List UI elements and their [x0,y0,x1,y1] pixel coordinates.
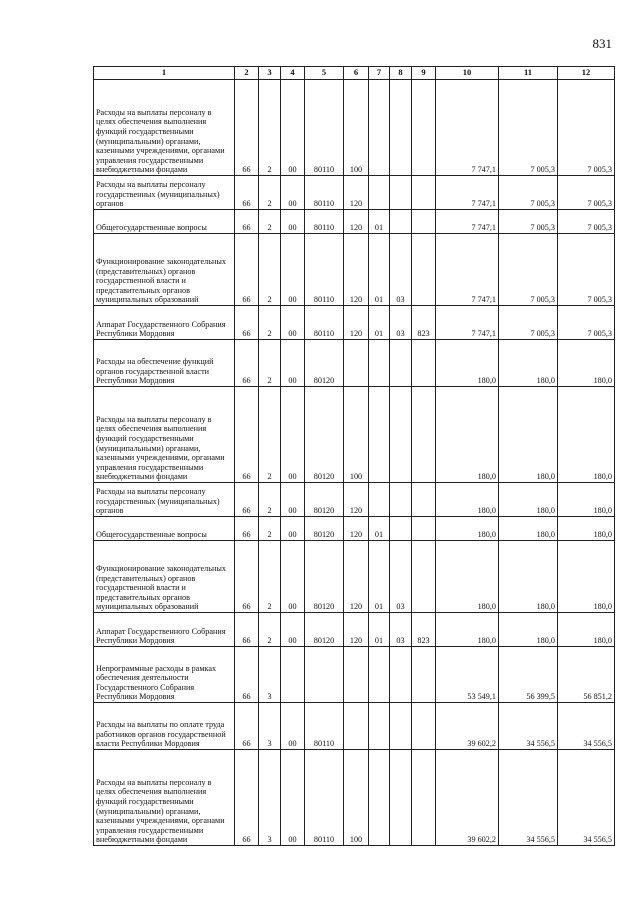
code-cell: 01 [369,613,390,647]
amount-cell: 180,0 [558,340,615,387]
code-cell: 120 [344,234,369,306]
code-cell: 823 [412,613,436,647]
code-cell [305,647,344,703]
code-cell: 66 [235,387,259,483]
code-cell: 120 [344,541,369,613]
row-description: Функционирование законодательных (представительных) органов государственной власти и представительных органов муниципальных образований [94,234,235,306]
code-cell: 03 [390,234,412,306]
amount-cell: 7 005,3 [558,234,615,306]
amount-cell: 34 556,5 [558,750,615,846]
code-cell [344,703,369,750]
column-header: 8 [390,67,412,80]
code-cell [412,647,436,703]
code-cell: 66 [235,517,259,541]
amount-cell: 180,0 [436,613,499,647]
amount-cell: 7 005,3 [499,176,558,210]
amount-cell: 53 549,1 [436,647,499,703]
code-cell: 120 [344,176,369,210]
amount-cell: 7 005,3 [558,80,615,176]
code-cell [390,80,412,176]
code-cell: 80110 [305,210,344,234]
code-cell: 80110 [305,176,344,210]
column-header: 7 [369,67,390,80]
code-cell: 00 [281,483,305,517]
code-cell: 80120 [305,387,344,483]
code-cell [390,703,412,750]
amount-cell: 7 005,3 [499,80,558,176]
column-header: 10 [436,67,499,80]
code-cell [412,483,436,517]
row-description: Аппарат Государственного Собрания Республики Мордовия [94,613,235,647]
header-row [94,67,615,80]
code-cell: 80110 [305,750,344,846]
code-cell: 66 [235,176,259,210]
table-row [94,517,615,541]
code-cell: 80120 [305,541,344,613]
column-header: 9 [412,67,436,80]
code-cell: 00 [281,541,305,613]
code-cell [344,647,369,703]
code-cell [390,483,412,517]
code-cell: 2 [259,483,281,517]
table-row [94,210,615,234]
row-description: Функционирование законодательных (представительных) органов государственной власти и представительных органов муниципальных образований [94,541,235,613]
amount-cell: 180,0 [499,483,558,517]
row-description: Расходы на выплаты персоналу государственных (муниципальных) органов [94,176,235,210]
code-cell: 80120 [305,613,344,647]
amount-cell: 7 005,3 [558,210,615,234]
code-cell: 80110 [305,703,344,750]
code-cell: 100 [344,80,369,176]
code-cell: 2 [259,541,281,613]
code-cell [369,750,390,846]
code-cell [390,647,412,703]
code-cell: 66 [235,234,259,306]
code-cell: 01 [369,517,390,541]
amount-cell: 56 851,2 [558,647,615,703]
column-header: 2 [235,67,259,80]
code-cell: 3 [259,647,281,703]
amount-cell: 7 747,1 [436,176,499,210]
code-cell: 2 [259,80,281,176]
row-description: Расходы на выплаты по оплате труда работников органов государственной власти Республики Мордовия [94,703,235,750]
column-header: 5 [305,67,344,80]
code-cell [390,176,412,210]
code-cell: 80110 [305,80,344,176]
amount-cell: 180,0 [558,541,615,613]
row-description: Непрограммные расходы в рамках обеспечения деятельности Государственного Собрания Республики Мордовия [94,647,235,703]
code-cell: 66 [235,483,259,517]
code-cell: 80110 [305,306,344,340]
code-cell: 3 [259,703,281,750]
code-cell: 00 [281,176,305,210]
code-cell: 66 [235,306,259,340]
amount-cell: 56 399,5 [499,647,558,703]
code-cell: 2 [259,306,281,340]
code-cell: 01 [369,210,390,234]
table-row [94,306,615,340]
code-cell: 00 [281,340,305,387]
amount-cell: 7 005,3 [499,306,558,340]
amount-cell: 180,0 [558,387,615,483]
table-row [94,647,615,703]
amount-cell: 7 005,3 [558,176,615,210]
code-cell: 00 [281,517,305,541]
code-cell [369,647,390,703]
code-cell: 120 [344,483,369,517]
code-cell [412,750,436,846]
code-cell: 66 [235,210,259,234]
row-description: Общегосударственные вопросы [94,210,235,234]
code-cell: 66 [235,647,259,703]
page-number: 831 [592,36,612,51]
amount-cell: 180,0 [436,340,499,387]
table-row [94,541,615,613]
code-cell: 01 [369,541,390,613]
row-description: Расходы на выплаты персоналу в целях обеспечения выполнения функций государственными (муниципальными) органами, казенными учреждениями, органами управления государственными внебюджетными фондами [94,387,235,483]
table-body [94,80,615,846]
code-cell: 00 [281,387,305,483]
row-description: Расходы на выплаты персоналу в целях обеспечения выполнения функций государственными (муниципальными) органами, казенными учреждениями, органами управления государственными внебюджетными фондами [94,80,235,176]
amount-cell: 180,0 [499,517,558,541]
amount-cell: 34 556,5 [499,703,558,750]
code-cell [412,176,436,210]
amount-cell: 180,0 [436,517,499,541]
code-cell [390,210,412,234]
code-cell: 00 [281,613,305,647]
table-row [94,613,615,647]
code-cell [412,517,436,541]
code-cell: 2 [259,517,281,541]
row-description: Аппарат Государственного Собрания Республики Мордовия [94,306,235,340]
amount-cell: 7 747,1 [436,210,499,234]
column-header: 11 [499,67,558,80]
amount-cell: 7 747,1 [436,80,499,176]
code-cell: 66 [235,80,259,176]
code-cell: 2 [259,176,281,210]
code-cell: 100 [344,387,369,483]
table-row [94,483,615,517]
code-cell [390,340,412,387]
code-cell: 120 [344,613,369,647]
amount-cell: 39 602,2 [436,750,499,846]
code-cell [412,80,436,176]
code-cell: 2 [259,387,281,483]
code-cell: 66 [235,613,259,647]
code-cell: 80110 [305,234,344,306]
code-cell: 00 [281,306,305,340]
code-cell: 120 [344,306,369,340]
amount-cell: 180,0 [499,613,558,647]
amount-cell: 34 556,5 [558,703,615,750]
row-description: Общегосударственные вопросы [94,517,235,541]
table-row [94,80,615,176]
table-row [94,387,615,483]
amount-cell: 180,0 [499,340,558,387]
column-header: 4 [281,67,305,80]
code-cell [369,703,390,750]
code-cell [369,387,390,483]
code-cell: 03 [390,541,412,613]
code-cell [412,541,436,613]
amount-cell: 180,0 [499,541,558,613]
row-description: Расходы на обеспечение функций органов государственной власти Республики Мордовия [94,340,235,387]
code-cell [281,647,305,703]
row-description: Расходы на выплаты персоналу в целях обеспечения выполнения функций государственными (муниципальными) органами, казенными учреждениями, органами управления государственными внебюджетными фондами [94,750,235,846]
code-cell: 66 [235,703,259,750]
amount-cell: 180,0 [436,387,499,483]
code-cell: 00 [281,80,305,176]
code-cell [369,483,390,517]
code-cell: 01 [369,234,390,306]
code-cell: 2 [259,340,281,387]
code-cell: 120 [344,210,369,234]
amount-cell: 7 005,3 [499,210,558,234]
code-cell: 80120 [305,340,344,387]
code-cell [369,340,390,387]
table-row [94,234,615,306]
column-header: 12 [558,67,615,80]
row-description: Расходы на выплаты персоналу государственных (муниципальных) органов [94,483,235,517]
code-cell: 01 [369,306,390,340]
amount-cell: 180,0 [436,483,499,517]
code-cell: 2 [259,234,281,306]
amount-cell: 34 556,5 [499,750,558,846]
amount-cell: 180,0 [436,541,499,613]
amount-cell: 7 747,1 [436,234,499,306]
code-cell: 00 [281,750,305,846]
amount-cell: 180,0 [499,387,558,483]
code-cell [344,340,369,387]
code-cell [412,340,436,387]
column-header: 1 [94,67,235,80]
code-cell: 03 [390,306,412,340]
code-cell: 66 [235,340,259,387]
code-cell [390,387,412,483]
table-row [94,750,615,846]
code-cell [369,176,390,210]
code-cell [412,387,436,483]
code-cell: 80120 [305,517,344,541]
amount-cell: 7 005,3 [499,234,558,306]
amount-cell: 39 602,2 [436,703,499,750]
code-cell [390,750,412,846]
code-cell: 2 [259,210,281,234]
amount-cell: 180,0 [558,613,615,647]
amount-cell: 7 747,1 [436,306,499,340]
table-row [94,703,615,750]
code-cell: 120 [344,517,369,541]
table-row [94,340,615,387]
code-cell [412,234,436,306]
code-cell: 3 [259,750,281,846]
code-cell: 823 [412,306,436,340]
code-cell: 2 [259,613,281,647]
column-header: 3 [259,67,281,80]
table-row [94,176,615,210]
code-cell: 66 [235,750,259,846]
amount-cell: 7 005,3 [558,306,615,340]
code-cell [369,80,390,176]
code-cell: 00 [281,234,305,306]
code-cell [390,517,412,541]
amount-cell: 180,0 [558,517,615,541]
code-cell: 00 [281,703,305,750]
amount-cell: 180,0 [558,483,615,517]
code-cell: 66 [235,541,259,613]
code-cell [412,210,436,234]
budget-table [93,66,615,846]
code-cell: 03 [390,613,412,647]
code-cell [412,703,436,750]
column-header: 6 [344,67,369,80]
code-cell: 80120 [305,483,344,517]
code-cell: 100 [344,750,369,846]
code-cell: 00 [281,210,305,234]
